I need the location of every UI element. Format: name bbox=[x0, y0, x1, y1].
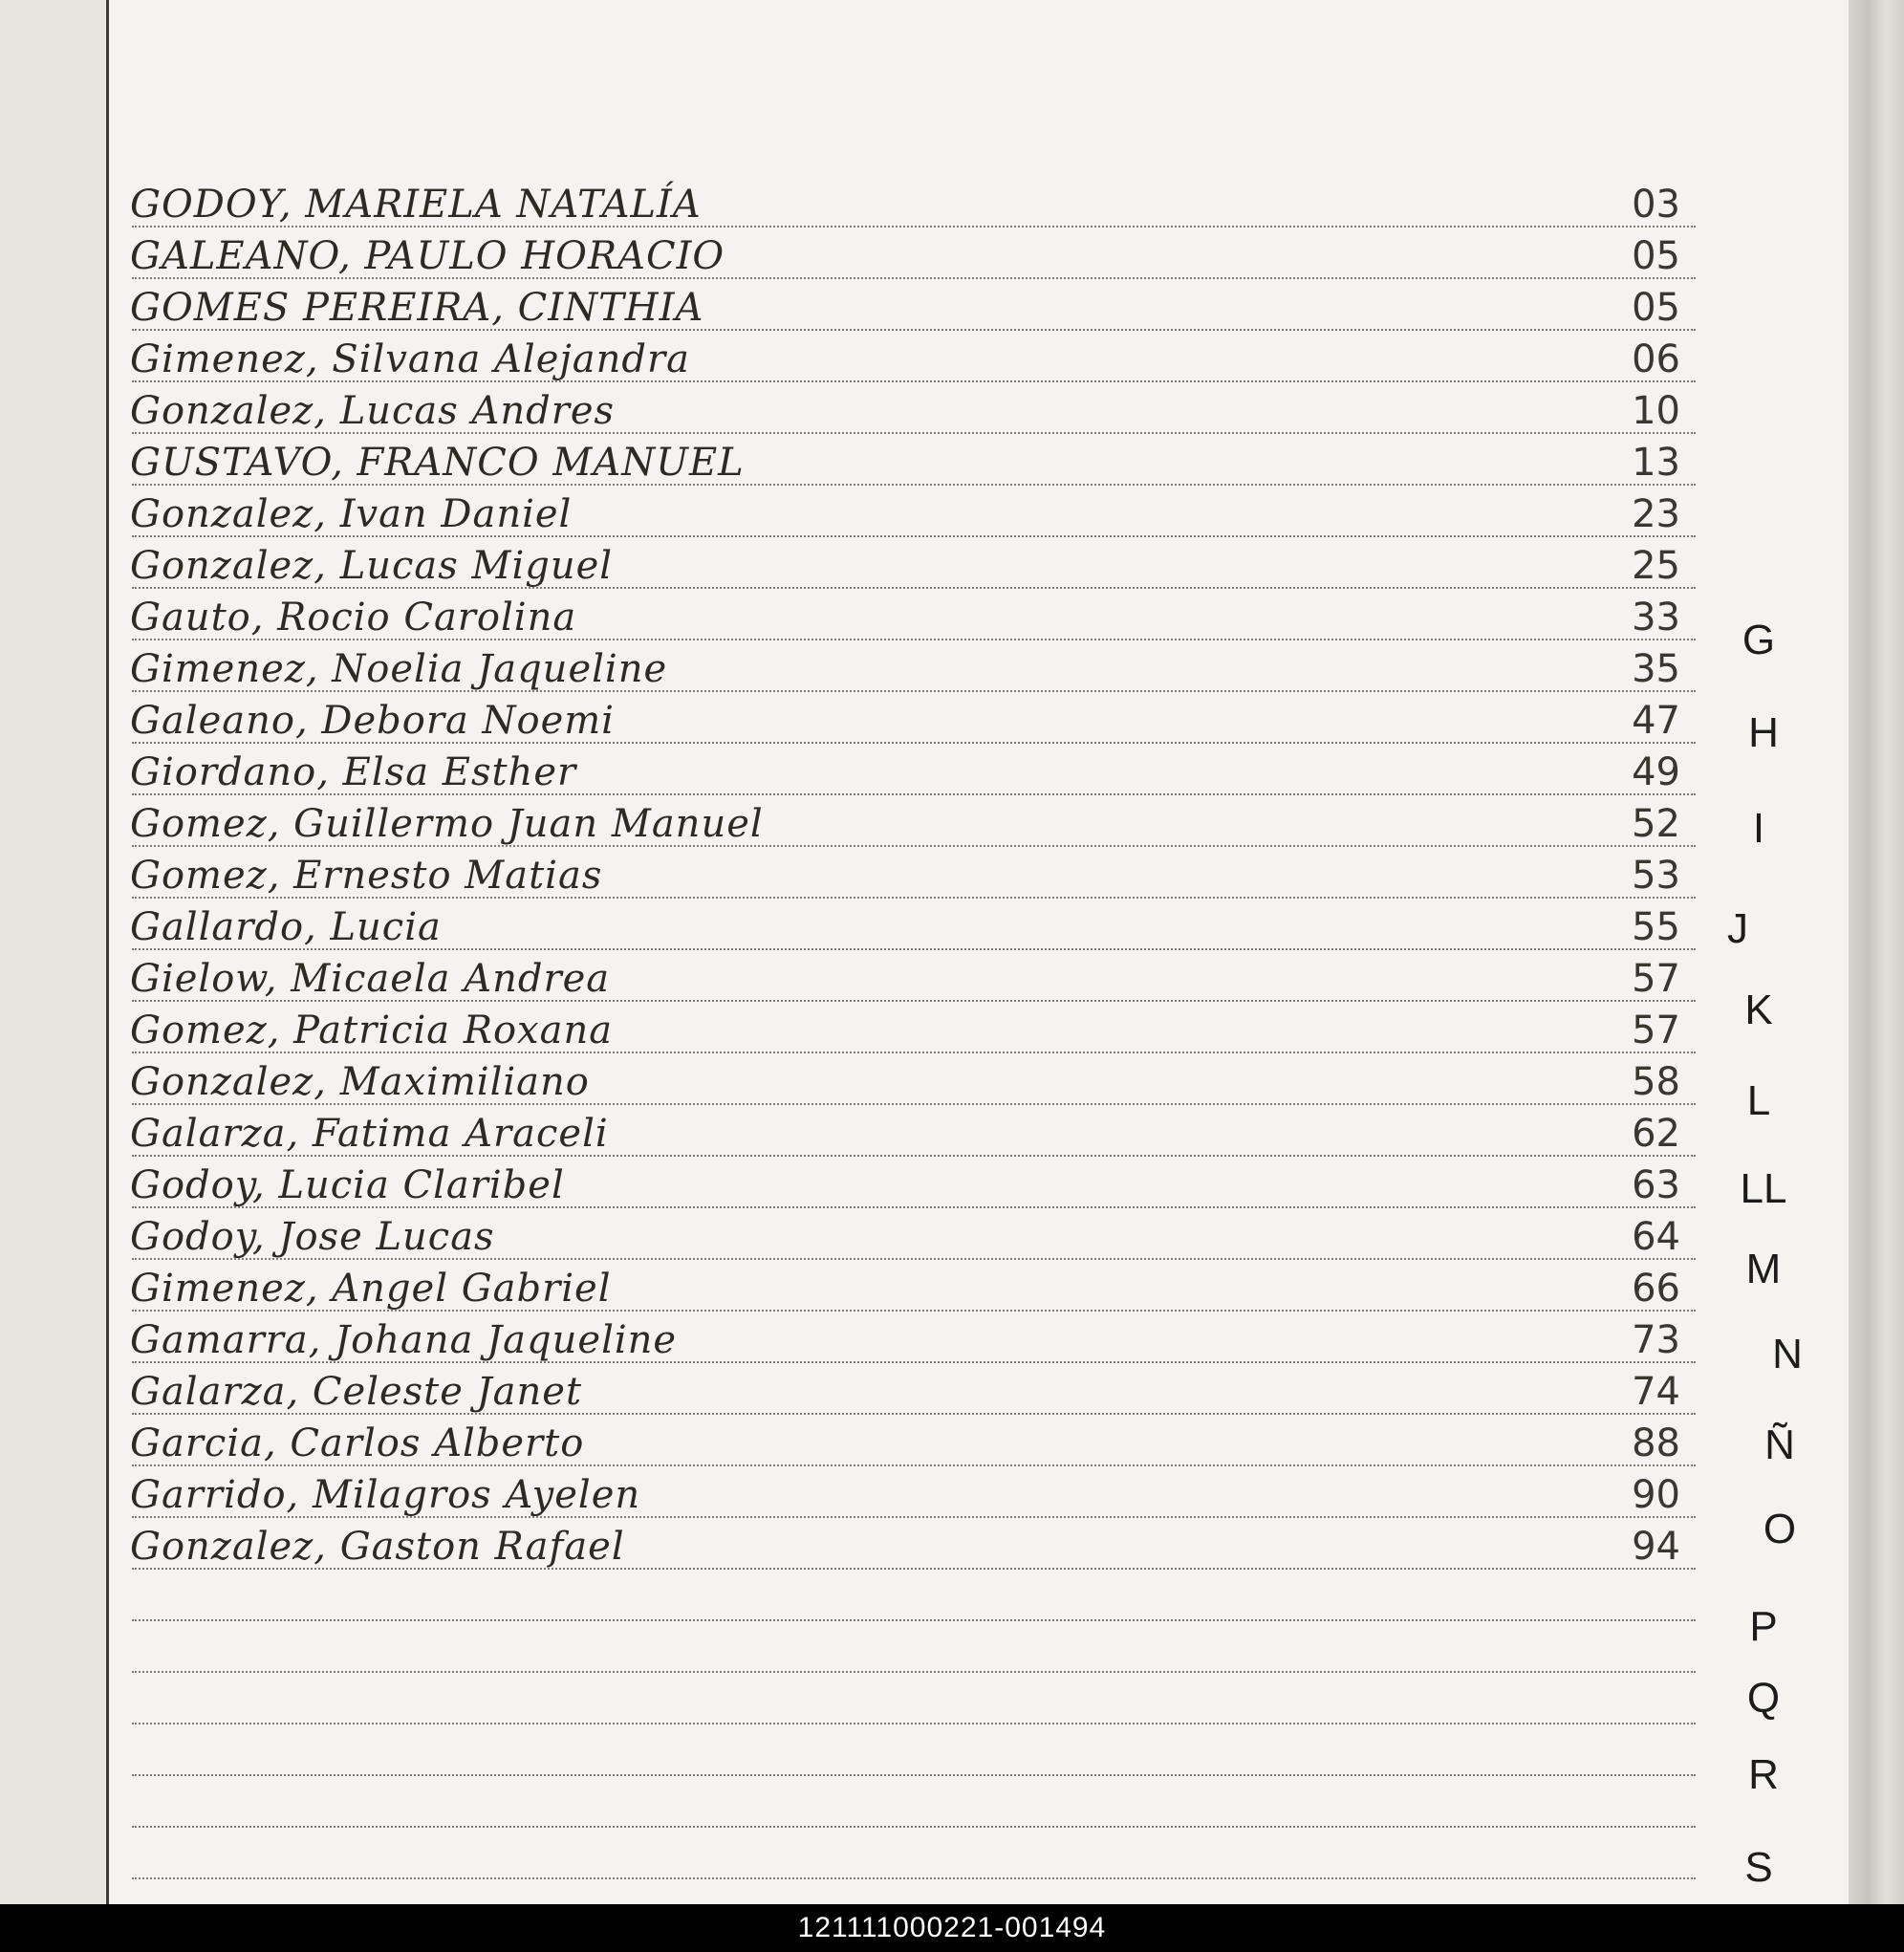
entry-name: GODOY, MARIELA NATALÍA bbox=[130, 183, 702, 227]
index-tab-r[interactable]: R bbox=[1748, 1751, 1779, 1798]
list-item bbox=[115, 432, 1701, 484]
entry-name: Gauto, Rocio Carolina bbox=[130, 596, 577, 640]
entry-page-number: 05 bbox=[1632, 234, 1680, 278]
list-item bbox=[115, 1310, 1701, 1361]
list-item bbox=[115, 793, 1701, 845]
list-item bbox=[115, 1516, 1701, 1568]
entry-name: Gallardo, Lucia bbox=[130, 905, 442, 949]
list-item bbox=[115, 1103, 1701, 1155]
list-item bbox=[115, 639, 1701, 690]
entry-name: Gomez, Ernesto Matias bbox=[130, 854, 603, 898]
index-tab-ñ[interactable]: Ñ bbox=[1764, 1421, 1795, 1468]
list-item bbox=[115, 1052, 1701, 1103]
index-tab-j[interactable]: J bbox=[1727, 905, 1748, 952]
entry-page-number: 64 bbox=[1632, 1215, 1680, 1259]
list-item bbox=[115, 1258, 1701, 1310]
entry-name: GOMES PEREIRA, CINTHIA bbox=[130, 286, 704, 330]
dotted-rule bbox=[132, 1877, 1696, 1879]
entry-name: GALEANO, PAULO HORACIO bbox=[130, 234, 725, 278]
entry-page-number: 88 bbox=[1632, 1421, 1680, 1465]
list-item bbox=[115, 174, 1701, 226]
entry-page-number: 23 bbox=[1632, 492, 1680, 536]
entry-page-number: 05 bbox=[1632, 286, 1680, 330]
list-item bbox=[115, 587, 1701, 639]
list-item bbox=[115, 277, 1701, 329]
list-item bbox=[115, 226, 1701, 277]
entry-name: Gomez, Patricia Roxana bbox=[130, 1009, 614, 1052]
list-item bbox=[115, 742, 1701, 793]
index-tab-i[interactable]: I bbox=[1752, 805, 1765, 852]
entry-name: Galarza, Fatima Araceli bbox=[130, 1112, 609, 1156]
list-item bbox=[115, 1155, 1701, 1206]
entry-page-number: 62 bbox=[1632, 1112, 1680, 1156]
entry-page-number: 94 bbox=[1632, 1525, 1680, 1569]
entry-page-number: 49 bbox=[1632, 750, 1680, 794]
index-tab-h[interactable]: H bbox=[1748, 709, 1779, 756]
entry-name: Galeano, Debora Noemi bbox=[130, 699, 615, 743]
list-item bbox=[115, 329, 1701, 380]
entry-page-number: 66 bbox=[1632, 1267, 1680, 1311]
dotted-rule bbox=[132, 1619, 1696, 1621]
entry-page-number: 33 bbox=[1632, 596, 1680, 640]
entry-page-number: 25 bbox=[1632, 544, 1680, 588]
entry-name: Gomez, Guillermo Juan Manuel bbox=[130, 802, 764, 846]
entry-name: Gimenez, Angel Gabriel bbox=[130, 1267, 612, 1311]
entry-name: Garrido, Milagros Ayelen bbox=[130, 1473, 641, 1517]
index-tab-o[interactable]: O bbox=[1763, 1506, 1797, 1552]
entry-name: Giordano, Elsa Esther bbox=[130, 750, 577, 794]
list-item bbox=[115, 690, 1701, 742]
entry-page-number: 10 bbox=[1632, 389, 1680, 433]
dotted-rule bbox=[132, 1723, 1696, 1724]
entry-page-number: 06 bbox=[1632, 337, 1680, 381]
list-item bbox=[115, 948, 1701, 1000]
list-item bbox=[115, 1361, 1701, 1413]
entry-page-number: 55 bbox=[1632, 905, 1680, 949]
index-tab-m[interactable]: M bbox=[1745, 1246, 1782, 1292]
list-item bbox=[115, 1413, 1701, 1464]
entry-name: Garcia, Carlos Alberto bbox=[130, 1421, 585, 1465]
list-item bbox=[115, 380, 1701, 432]
entry-name: Gonzalez, Lucas Miguel bbox=[130, 544, 614, 588]
entry-page-number: 57 bbox=[1632, 957, 1680, 1001]
dotted-rule bbox=[132, 1671, 1696, 1673]
entry-page-number: 13 bbox=[1632, 441, 1680, 485]
index-tab-p[interactable]: P bbox=[1749, 1603, 1778, 1650]
list-item bbox=[115, 1206, 1701, 1258]
index-tab-s[interactable]: S bbox=[1744, 1844, 1773, 1891]
entry-page-number: 57 bbox=[1632, 1009, 1680, 1052]
entry-name: Gonzalez, Gaston Rafael bbox=[130, 1525, 625, 1569]
entry-page-number: 47 bbox=[1632, 699, 1680, 743]
left-page-margin bbox=[0, 0, 105, 1904]
entry-name: GUSTAVO, FRANCO MANUEL bbox=[130, 441, 745, 485]
list-item bbox=[115, 845, 1701, 897]
entry-page-number: 53 bbox=[1632, 854, 1680, 898]
document-id: 121111000221-001494 bbox=[797, 1912, 1107, 1943]
entry-name: Gonzalez, Lucas Andres bbox=[130, 389, 616, 433]
list-item bbox=[115, 484, 1701, 535]
index-tab-edge bbox=[1849, 0, 1904, 1904]
entry-page-number: 03 bbox=[1632, 183, 1680, 227]
footer-bar bbox=[0, 1904, 1904, 1952]
index-tab-q[interactable]: Q bbox=[1746, 1675, 1781, 1722]
list-item bbox=[115, 1464, 1701, 1516]
index-tab-n[interactable]: N bbox=[1772, 1331, 1803, 1377]
entry-page-number: 58 bbox=[1632, 1060, 1680, 1104]
entry-page-number: 63 bbox=[1632, 1163, 1680, 1207]
entry-page-number: 73 bbox=[1632, 1318, 1680, 1362]
entry-name: Gonzalez, Ivan Daniel bbox=[130, 492, 573, 536]
entry-name: Godoy, Jose Lucas bbox=[130, 1215, 495, 1259]
entry-name: Gimenez, Noelia Jaqueline bbox=[130, 647, 668, 691]
index-tab-l[interactable]: L bbox=[1746, 1077, 1771, 1124]
entry-page-number: 90 bbox=[1632, 1473, 1680, 1517]
entry-name: Gimenez, Silvana Alejandra bbox=[130, 337, 690, 381]
dotted-rule bbox=[132, 1774, 1696, 1776]
index-tab-k[interactable]: K bbox=[1744, 987, 1773, 1033]
dotted-rule bbox=[132, 1826, 1696, 1828]
entry-page-number: 74 bbox=[1632, 1370, 1680, 1414]
entry-name: Gamarra, Johana Jaqueline bbox=[130, 1318, 678, 1362]
list-item bbox=[115, 1000, 1701, 1052]
list-item bbox=[115, 535, 1701, 587]
list-item bbox=[115, 897, 1701, 948]
index-tab-g[interactable]: G bbox=[1742, 617, 1776, 663]
index-tab-ll[interactable]: LL bbox=[1740, 1165, 1787, 1212]
entry-name: Gonzalez, Maximiliano bbox=[130, 1060, 590, 1104]
entry-name: Galarza, Celeste Janet bbox=[130, 1370, 583, 1414]
entry-name: Godoy, Lucia Claribel bbox=[130, 1163, 565, 1207]
entry-page-number: 35 bbox=[1632, 647, 1680, 691]
entry-page-number: 52 bbox=[1632, 802, 1680, 846]
entry-name: Gielow, Micaela Andrea bbox=[130, 957, 611, 1001]
